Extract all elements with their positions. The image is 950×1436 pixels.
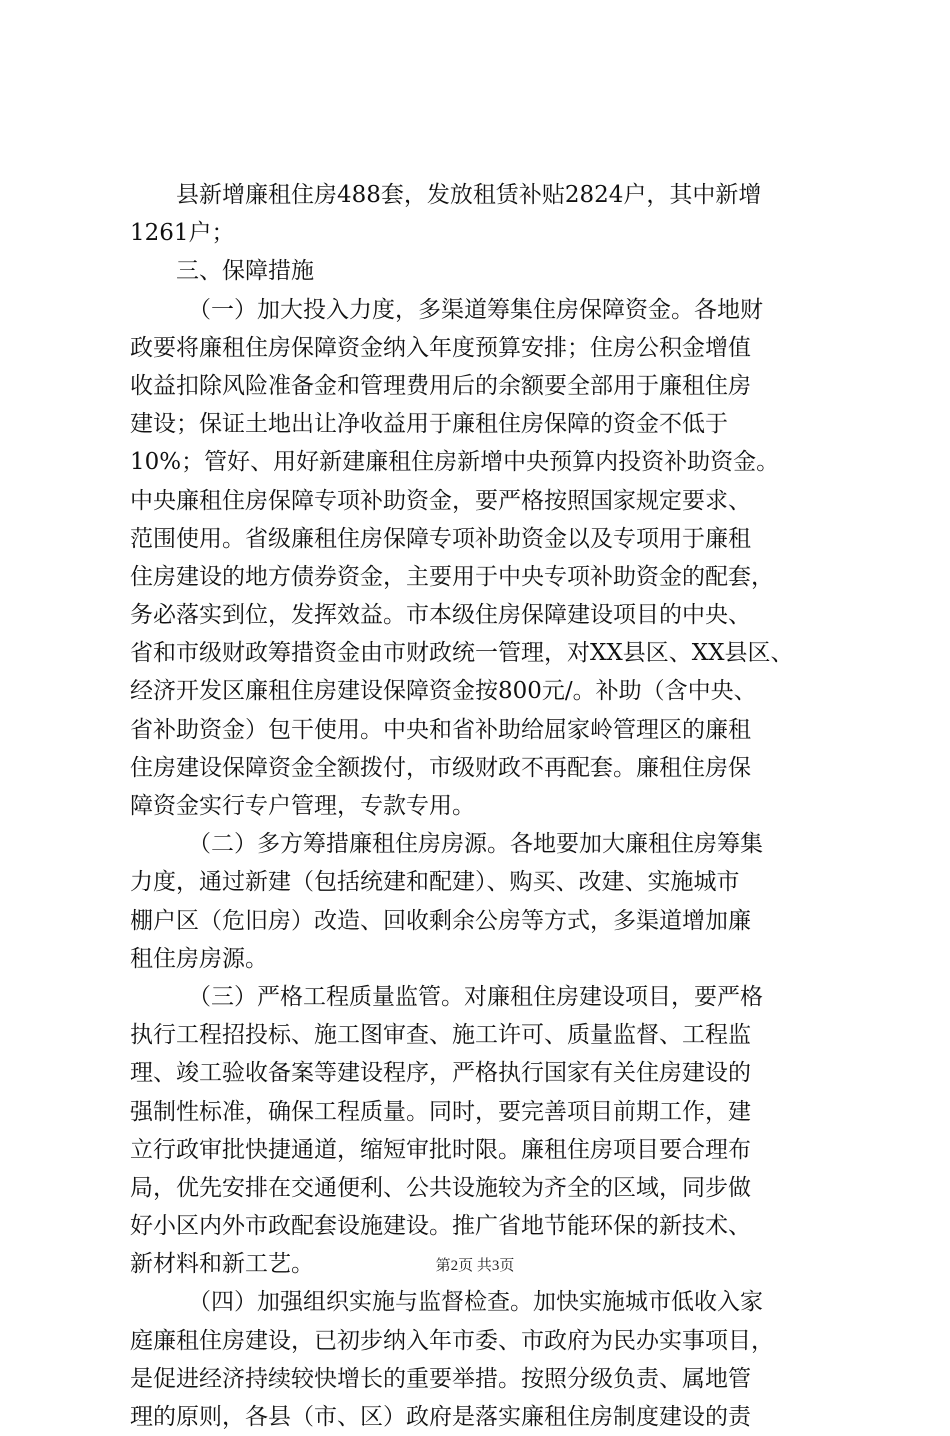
- text-line: 1261户；: [130, 220, 235, 247]
- text-line: 局，优先安排在交通便利、公共设施较为齐全的区域，同步做: [130, 1174, 751, 1201]
- section-heading: 三、保障措施: [176, 258, 314, 285]
- paragraph-heading: （一）加大投入力度，多渠道筹集住房保障资金。各地财: [188, 296, 763, 323]
- paragraph-heading: （二）多方筹措廉租住房房源。各地要加大廉租住房筹集: [188, 831, 763, 858]
- page-number-footer: 第2页 共3页: [435, 1258, 515, 1274]
- text-line: 范围使用。省级廉租住房保障专项补助资金以及专项用于廉租: [130, 525, 751, 552]
- text-line: 住房建设的地方债券资金，主要用于中央专项补助资金的配套，: [130, 563, 774, 590]
- text-line: 10%；管好、用好新建廉租住房新增中央预算内投资补助资金。: [130, 449, 780, 476]
- paragraph-heading: （四）加强组织实施与监督检查。加快实施城市低收入家: [188, 1289, 763, 1316]
- text-line: 县新增廉租住房488套，发放租赁补贴2824户，其中新增: [176, 182, 762, 208]
- text-line: 强制性标准，确保工程质量。同时，要完善项目前期工作，建: [130, 1098, 751, 1125]
- text-line: 棚户区（危旧房）改造、回收剩余公房等方式，多渠道增加廉: [130, 907, 751, 934]
- text-line: 省补助资金）包干使用。中央和省补助给屈家岭管理区的廉租: [130, 716, 751, 743]
- text-line: 经济开发区廉租住房建设保障资金按800元/。补助（含中央、: [130, 678, 757, 705]
- text-line: 力度，通过新建（包括统建和配建）、购买、改建、实施城市: [130, 869, 740, 896]
- text-line: 理的原则，各县（市、区）政府是落实廉租住房制度建设的责: [130, 1404, 751, 1430]
- text-line: 收益扣除风险准备金和管理费用后的余额要全部用于廉租住房: [130, 372, 751, 399]
- text-line: 租住房房源。: [130, 945, 268, 972]
- text-line: 务必落实到位，发挥效益。市本级住房保障建设项目的中央、: [130, 602, 751, 629]
- text-line: 住房建设保障资金全额拨付，市级财政不再配套。廉租住房保: [130, 754, 751, 781]
- document-body: [130, 176, 830, 1436]
- paragraph-heading: （三）严格工程质量监管。对廉租住房建设项目，要严格: [188, 983, 763, 1010]
- text-line: 理、竣工验收备案等建设程序，严格执行国家有关住房建设的: [130, 1060, 751, 1087]
- text-line: 政要将廉租住房保障资金纳入年度预算安排；住房公积金增值: [130, 334, 751, 361]
- text-line: 中央廉租住房保障专项补助资金，要严格按照国家规定要求、: [130, 487, 751, 514]
- text-line: 立行政审批快捷通道，缩短审批时限。廉租住房项目要合理布: [130, 1136, 751, 1163]
- text-line: 庭廉租住房建设，已初步纳入年市委、市政府为民办实事项目，: [130, 1327, 774, 1354]
- text-line: 建设；保证土地出让净收益用于廉租住房保障的资金不低于: [130, 411, 728, 438]
- text-line: 省和市级财政筹措资金由市财政统一管理，对XX县区、XX县区、: [130, 640, 794, 667]
- text-line: 执行工程招投标、施工图审查、施工许可、质量监督、工程监: [130, 1022, 751, 1049]
- text-line: 好小区内外市政配套设施建设。推广省地节能环保的新技术、: [130, 1213, 751, 1240]
- text-line: 障资金实行专户管理，专款专用。: [130, 793, 475, 819]
- text-line: 新材料和新工艺。: [130, 1251, 314, 1278]
- text-line: 是促进经济持续较快增长的重要举措。按照分级负责、属地管: [130, 1365, 751, 1392]
